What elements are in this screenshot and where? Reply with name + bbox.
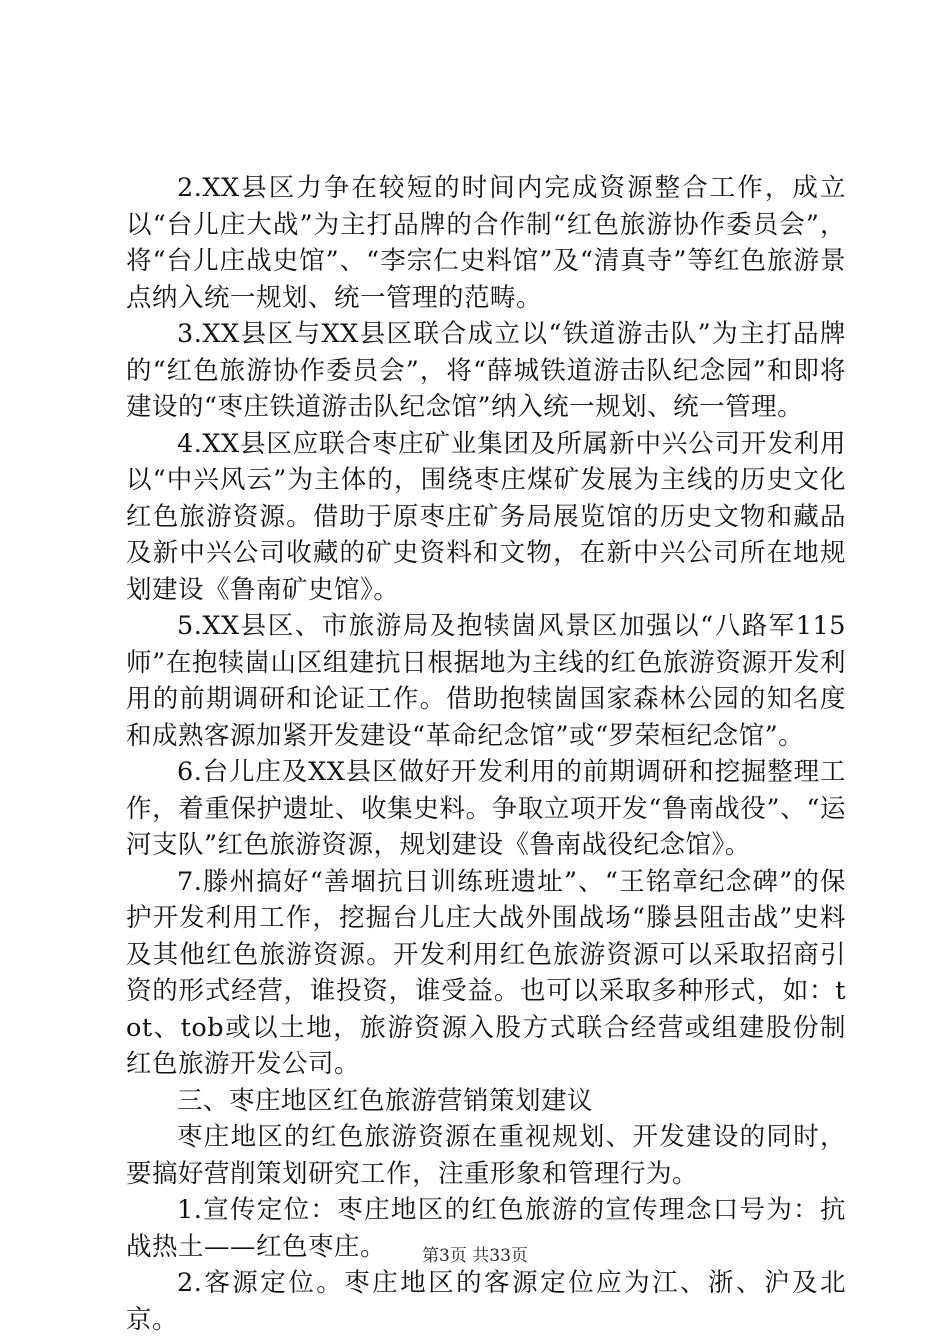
document-body [126,170,846,1338]
page-number-footer: 第3页 共33页 [422,1246,528,1266]
paragraph-item-4: 4.XX县区应联合枣庄矿业集团及所属新中兴公司开发利用以“中兴风云”为主体的，围绕枣庄煤矿发展为主线的历史文化红色旅游资源。借助于原枣庄矿务局展览馆的历史文物和藏品及新中兴公司收藏的矿史资料和文物，在新中兴公司所在地规划建设《鲁南矿史馆》。 [126,428,846,605]
section-intro-paragraph: 枣庄地区的红色旅游资源在重视规划、开发建设的同时，要搞好营削策划研究工作，注重形象和管理行为。 [126,1122,846,1189]
paragraph-item-customer: 2.客源定位。枣庄地区的客源定位应为江、浙、沪及北京。 [126,1268,846,1335]
paragraph-item-3: 3.XX县区与XX县区联合成立以“铁道游击队”为主打品牌的“红色旅游协作委员会”，将“薛城铁道游击队纪念园”和即将建设的“枣庄铁道游击队纪念馆”纳入统一规划、统一管理。 [126,319,846,422]
section-heading: 三、枣庄地区红色旅游营销策划建议 [177,1085,594,1116]
paragraph-item-publicity: 1.宣传定位：枣庄地区的红色旅游的宣传理念口号为：抗战热土——红色枣庄。 [126,1195,846,1262]
paragraph-item-5: 5.XX县区、市旅游局及抱犊崮风景区加强以“八路军115师”在抱犊崮山区组建抗日根据地为主线的红色旅游资源开发利用的前期调研和论证工作。借助抱犊崮国家森林公园的知名度和成熟客源加紧开发建设“革命纪念馆”或“罗荣桓纪念馆”。 [126,611,846,751]
paragraph-item-6: 6.台儿庄及XX县区做好开发利用的前期调研和挖掘整理工作，着重保护遗址、收集史料。争取立项开发“鲁南战役”、“运河支队”红色旅游资源，规划建设《鲁南战役纪念馆》。 [126,757,846,860]
paragraph-item-2: 2.XX县区力争在较短的时间内完成资源整合工作，成立以“台儿庄大战”为主打品牌的合作制“红色旅游协作委员会”，将“台儿庄战史馆”、“李宗仁史料馆”及“清真寺”等红色旅游景点纳入统一规划、统一管理的范畴。 [126,173,846,313]
paragraph-item-7: 7.滕州搞好“善堌抗日训练班遗址”、“王铭章纪念碑”的保护开发利用工作，挖掘台儿庄大战外围战场“滕县阻击战”史料及其他红色旅游资源。开发利用红色旅游资源可以采取招商引资的形式经营，谁投资，谁受益。也可以采取多种形式，如：tot、tob或以土地，旅游资源入股方式联合经营或组建股份制红色旅游开发公司。 [126,866,846,1079]
